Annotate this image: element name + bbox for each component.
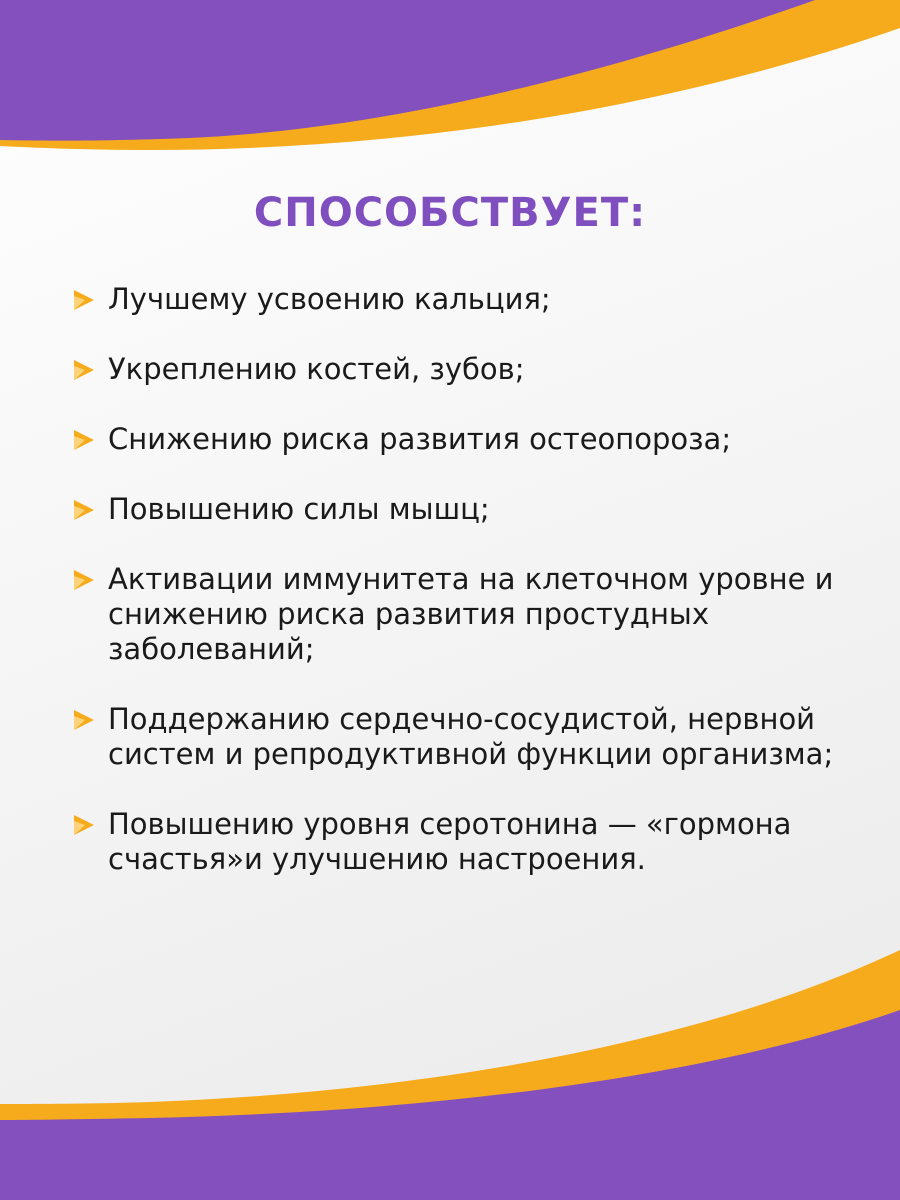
benefit-text: Поддержанию сердечно-сосудистой, нервной систем и репродуктивной функции организма; bbox=[108, 702, 834, 771]
benefit-text: Активации иммунитета на клеточном уровне и снижению риска развития простудных заболеваний; bbox=[108, 562, 834, 666]
benefit-text: Лучшему усвоению кальция; bbox=[108, 282, 551, 316]
top-wave-decoration bbox=[0, 0, 900, 160]
triangle-bullet-icon bbox=[72, 289, 96, 311]
triangle-bullet-icon bbox=[72, 429, 96, 451]
benefit-item-osteoporosis bbox=[70, 422, 850, 457]
benefit-item-immunity bbox=[70, 562, 850, 667]
benefit-text: Повышению уровня серотонина — «гормона счастья»и улучшению настроения. bbox=[108, 807, 792, 876]
page-title: СПОСОБСТВУЕТ: bbox=[253, 190, 647, 236]
triangle-bullet-icon bbox=[72, 709, 96, 731]
benefit-text: Повышению силы мышц; bbox=[108, 492, 490, 526]
triangle-bullet-icon bbox=[72, 359, 96, 381]
triangle-bullet-icon bbox=[72, 499, 96, 521]
benefit-text: Снижению риска развития остеопороза; bbox=[108, 422, 732, 456]
bottom-wave-decoration bbox=[0, 940, 900, 1200]
benefit-item-serotonin bbox=[70, 807, 850, 877]
triangle-bullet-icon bbox=[72, 814, 96, 836]
benefit-text: Укреплению костей, зубов; bbox=[108, 352, 525, 386]
benefit-item-cardio-nervous bbox=[70, 702, 850, 772]
triangle-bullet-icon bbox=[72, 569, 96, 591]
benefit-item-calcium bbox=[70, 282, 850, 317]
benefit-list bbox=[70, 282, 850, 912]
benefit-item-bones-teeth bbox=[70, 352, 850, 387]
benefit-item-muscle-strength bbox=[70, 492, 850, 527]
